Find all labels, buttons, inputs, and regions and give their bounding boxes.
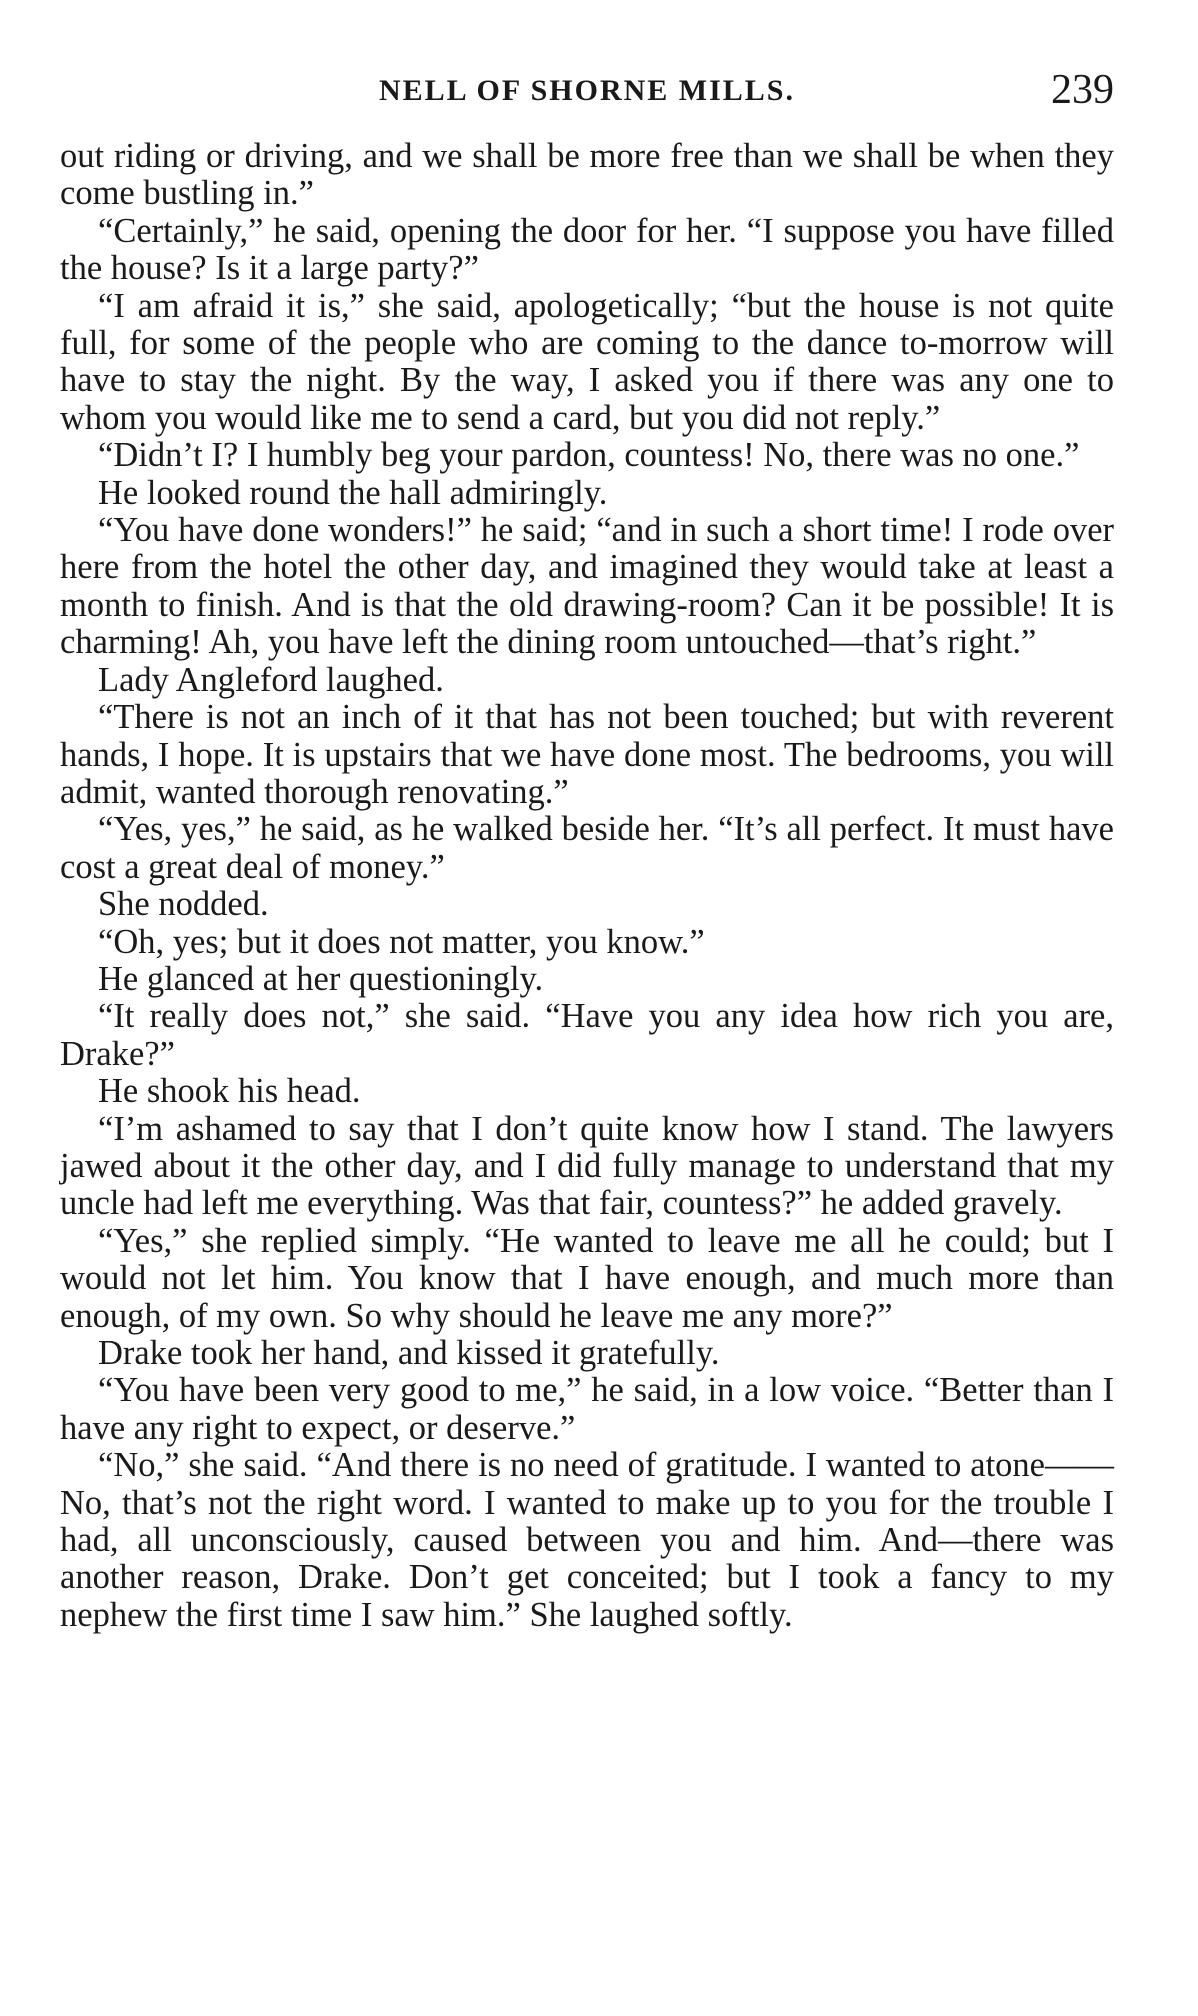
paragraph: He looked round the hall admiringly. <box>98 473 608 512</box>
paragraph: He glanced at her questioningly. <box>98 959 544 998</box>
running-title: NELL OF SHORNE MILLS. <box>379 74 795 107</box>
paragraph: “No,” she said. “And there is no need of gratitude. I wanted to atone—— No, that’s not the right word. I wanted to make up to you for the trouble I had, all unconsciously, caused between you and him. And—there was another reason, Drake. Don’t get conceited; but I took a fancy to my nephew the first time I saw him.” She laughed softly. <box>60 1446 1114 1634</box>
body-text <box>60 138 1114 1634</box>
paragraph: She nodded. <box>98 885 269 924</box>
paragraph: “You have done wonders!” he said; “and in such a short time! I rode over here from the hotel the other day, and imagined they would take at least a month to finish. And is that the old drawing-room? Can it be possible! It is charming! Ah, you have left the dining room untouched—that’s right.” <box>60 511 1114 662</box>
book-page <box>60 66 1114 1634</box>
paragraph: “I’m ashamed to say that I don’t quite know how I stand. The lawyers jawed about it the other day, and I did fully manage to understand that my uncle had left me everything. Was that fair, countess?” he added gravely. <box>60 1109 1114 1223</box>
paragraph: “It really does not,” she said. “Have you any idea how rich you are, Drake?” <box>60 997 1114 1073</box>
paragraph: “Didn’t I? I humbly beg your pardon, countess! No, there was no one.” <box>98 436 1080 475</box>
paragraph: “You have been very good to me,” he said, in a low voice. “Better than I have any right to expect, or deserve.” <box>60 1371 1114 1447</box>
paragraph: “Yes,” she replied simply. “He wanted to leave me all he could; but I would not let him. You know that I have enough, and much more than enough, of my own. So why should he leave me any more?” <box>60 1221 1114 1335</box>
running-head <box>60 66 1114 130</box>
paragraph: “I am afraid it is,” she said, apologetically; “but the house is not quite full, for some of the people who are coming to the dance to-morrow will have to stay the night. By the way, I asked you if there was any one to whom you would like me to send a card, but you did not reply.” <box>60 286 1114 437</box>
paragraph: out riding or driving, and we shall be more free than we shall be when they come bustling in.” <box>60 137 1114 213</box>
paragraph: “Yes, yes,” he said, as he walked beside her. “It’s all perfect. It must have cost a great deal of money.” <box>60 810 1114 886</box>
paragraph: Lady Angleford laughed. <box>98 660 444 699</box>
page-number: 239 <box>1051 67 1114 113</box>
paragraph: He shook his head. <box>98 1072 361 1111</box>
paragraph: “Certainly,” he said, opening the door for her. “I suppose you have filled the house? Is it a large party?” <box>60 211 1114 288</box>
paragraph: “There is not an inch of it that has not been touched; but with reverent hands, I hope. It is upstairs that we have done most. The bedrooms, you will admit, wanted thorough renovating.” <box>60 698 1114 811</box>
paragraph: “Oh, yes; but it does not matter, you know.” <box>98 922 705 961</box>
paragraph: Drake took her hand, and kissed it gratefully. <box>98 1334 720 1372</box>
